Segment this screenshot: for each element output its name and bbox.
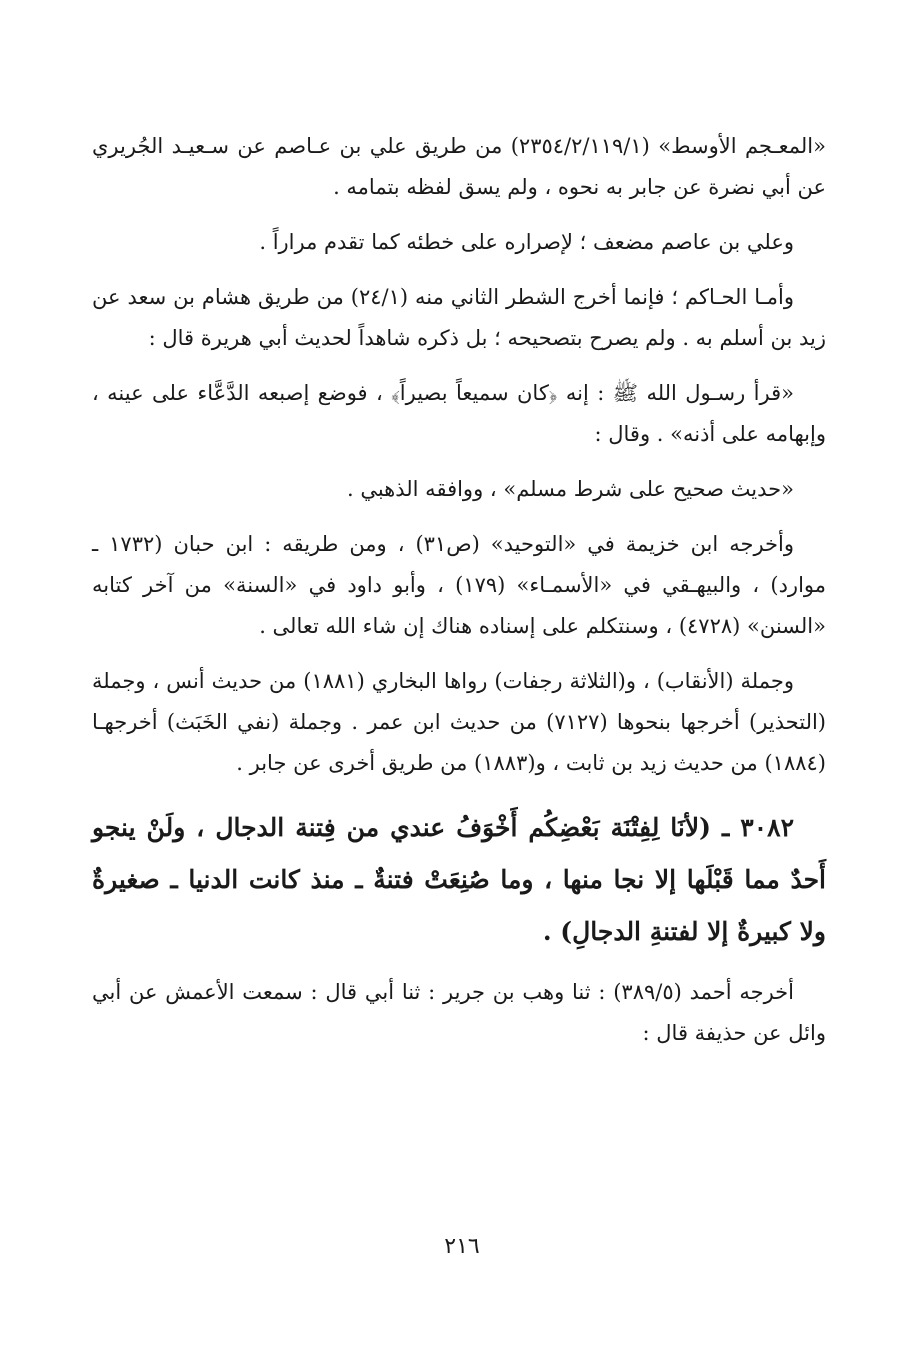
paragraph-quoted-hadith: «قرأ رسـول الله ﷺ : إنه ﴿كان سميعاً بصيراً﴾ ، فوضع إصبعه الدَّعَّاء على عينه ، وإبهامه على أذنه» . وقال : [92,381,826,446]
paragraph-ibn-khuzaymah: وأخرجه ابن خزيمة في «التوحيد» (ص٣١) ، ومن طريقه : ابن حبان (١٧٣٢ ـ موارد) ، والبيهـقي في «الأسمـاء» (١٧٩) ، وأبو داود في «السنة» من آخر كتابه «السنن» (٤٧٢٨) ، وسنتكلم على إسناده هناك إن شاء الله تعالى . [92,532,827,638]
paragraph-bukhari: وجملة (الأنقاب) ، و(الثلاثة رجفات) رواها البخاري (١٨٨١) من حديث أنس ، وجملة (التحذير) أخرجها بنحوها (٧١٢٧) من حديث ابن عمر . وجملة (نفي الخَبَث) أخرجهـا (١٨٨٤) من حديث زيد بن ثابت ، و(١٨٨٣) من طريق أخرى عن جابر . [92,669,826,775]
paragraph-ahmad: أخرجه أحمد (٣٨٩/٥) : ثنا وهب بن جرير : ثنا أبي قال : سمعت الأعمش عن أبي وائل عن حذيفة قال : [92,980,826,1045]
page-body [92,126,826,1054]
page-number: ٢١٦ [444,1234,480,1259]
paragraph-narrator-note: وعلي بن عاصم مضعف ؛ لإصراره على خطئه كما تقدم مراراً . [259,230,794,254]
paragraph-source-citation: «المعـجم الأوسط» (٢٣٥٤/٢/١١٩/١) من طريق علي بن عـاصم عن سـعيـد الجُريري عن أبي نضرة عن جابر به نحوه ، ولم يسق لفظه بتمامه . [92,134,826,199]
paragraph-authentication: «حديث صحيح على شرط مسلم» ، ووافقه الذهبي . [346,477,794,501]
hadith-text: ٣٠٨٢ ـ (لأنَا لِفِتْنَة بَعْضِكُم أَخْوَفُ عندي من فِتنة الدجال ، ولَنْ ينجو أَحدٌ مما قَبْلَها إلا نجا منها ، وما صُنِعَتْ فتنةٌ ـ منذ كانت الدنيا ـ صغيرةٌ ولا كبيرةٌ إلا لفتنةِ الدجالِ) . [92,813,826,946]
paragraph-hakim: وأمـا الحـاكم ؛ فإنما أخرج الشطر الثاني منه (٢٤/١) من طريق هشام بن سعد عن زيد بن أسلم به . ولم يصرح بتصحيحه ؛ بل ذكره شاهداً لحديث أبي هريرة قال : [92,285,826,350]
